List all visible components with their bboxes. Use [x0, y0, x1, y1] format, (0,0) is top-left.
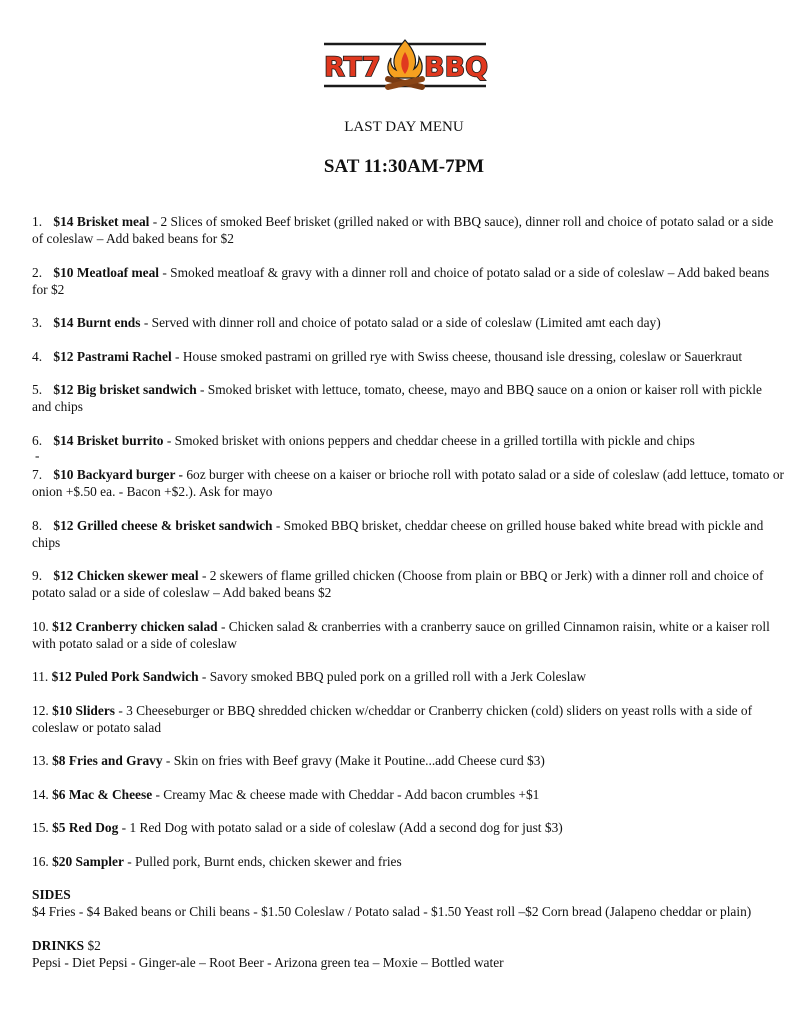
- rt7-bbq-logo: [322, 38, 488, 92]
- menu-item-number: 5.: [32, 382, 43, 397]
- campfire-icon: [388, 40, 422, 87]
- menu-item-title: $14 Burnt ends: [53, 315, 141, 330]
- menu-item: [32, 618, 784, 652]
- menu-item-description: - Smoked BBQ brisket, cheddar cheese on grilled house baked white bread with pickle and chips: [32, 517, 764, 550]
- menu-item: [32, 819, 784, 836]
- menu-item: [32, 567, 784, 601]
- menu-item-number: 9.: [32, 568, 43, 583]
- menu-item: [32, 348, 784, 365]
- menu-item-description: - Served with dinner roll and choice of potato salad or a side of coleslaw (Limited amt each day): [140, 315, 661, 330]
- menu-item: [32, 314, 784, 331]
- menu-item-title: $5 Red Dog: [52, 820, 119, 835]
- menu-item-title: $6 Mac & Cheese: [52, 786, 153, 802]
- menu-item-title: $12 Cranberry chicken salad: [52, 618, 218, 634]
- menu-item: [32, 432, 784, 449]
- menu-item-title: $10 Meatloaf meal: [53, 264, 160, 280]
- menu-item-title: $20 Sampler: [52, 853, 124, 869]
- menu-item-description: - Chicken salad & cranberries with a cranberry sauce on grilled Cinnamon raisin, white or a kaiser roll with potato salad or a side of coleslaw: [32, 618, 770, 651]
- menu-item-number: 15.: [32, 820, 49, 835]
- menu-item: [32, 381, 784, 415]
- drinks-price: $2: [84, 937, 101, 953]
- menu-item-description: - House smoked pastrami on grilled rye with Swiss cheese, thousand isle dressing, coleslaw or Sauerkraut: [171, 348, 743, 364]
- menu-item-number: 10.: [32, 618, 49, 634]
- menu-item: [32, 264, 784, 298]
- menu-item-description: - Smoked brisket with lettuce, tomato, cheese, mayo and BBQ sauce on a onion or kaiser roll with pickle and chips: [32, 382, 762, 414]
- menu-item-description: - 2 skewers of flame grilled chicken (Choose from plain or BBQ or Jerk) with a dinner roll and choice of potato salad or a side of coleslaw – Add baked beans $2: [32, 568, 764, 600]
- menu-item-description: - Smoked meatloaf & gravy with a dinner roll and choice of potato salad or a side of coleslaw – Add baked beans for $2: [32, 264, 770, 297]
- menu-item: [32, 752, 784, 769]
- drinks-section: [32, 937, 784, 971]
- menu-hours: SAT 11:30AM-7PM: [323, 156, 485, 177]
- menu-item: [32, 702, 784, 736]
- menu-item-number: 12.: [32, 702, 49, 718]
- menu-item-number: 13.: [32, 753, 49, 768]
- sides-section: [32, 886, 784, 920]
- menu-item-title: $10 Backyard burger -: [53, 467, 187, 482]
- menu-item-title: $14 Brisket meal: [53, 214, 150, 229]
- menu-item: [32, 213, 784, 247]
- menu-item-description: - 1 Red Dog with potato salad or a side of coleslaw (Add a second dog for just $3): [118, 820, 563, 835]
- menu-item-title: $12 Grilled cheese & brisket sandwich: [53, 517, 273, 533]
- menu-item-description: 6oz burger with cheese on a kaiser or brioche roll with potato salad or a side of coleslaw (add lettuce, tomato or onion +$.50 ea. - Bacon +$2.). Ask for mayo: [32, 467, 784, 499]
- menu-item: [32, 517, 784, 551]
- drinks-heading: [32, 937, 784, 954]
- sides-text: $4 Fries - $4 Baked beans or Chili beans - $1.50 Coleslaw / Potato salad - $1.50 Yeast roll –$2 Corn bread (Jalapeno cheddar or plain): [32, 904, 752, 919]
- menu-item-title: $10 Sliders: [52, 702, 115, 718]
- menu-item-number: 2.: [32, 264, 43, 280]
- menu-item-description: - Smoked brisket with onions peppers and cheddar cheese in a grilled tortilla with pickle and chips: [163, 432, 695, 448]
- sides-title: SIDES: [32, 887, 71, 902]
- menu-item-number: 16.: [32, 853, 49, 869]
- menu-item-title: $12 Pastrami Rachel: [53, 348, 172, 364]
- drinks-text: Pepsi - Diet Pepsi - Ginger-ale – Root Beer - Arizona green tea – Moxie – Bottled water: [32, 954, 504, 970]
- menu-item-description: - 2 Slices of smoked Beef brisket (grilled naked or with BBQ sauce), dinner roll and choice of potato salad or a side of coleslaw – Add baked beans for $2: [32, 214, 774, 246]
- logo-left-text: RT7: [324, 52, 381, 83]
- menu-item-title: $12 Chicken skewer meal: [53, 568, 199, 583]
- menu-item-title: $12 Puled Pork Sandwich: [51, 669, 199, 684]
- menu-subtitle: LAST DAY MENU: [344, 119, 464, 135]
- menu-items: [32, 213, 784, 870]
- menu-item-title: $14 Brisket burrito: [53, 432, 164, 448]
- menu-item-number: 14.: [32, 786, 49, 802]
- menu-item-description: - Creamy Mac & cheese made with Cheddar - Add bacon crumbles +$1: [152, 786, 540, 802]
- menu-item-description: - Skin on fries with Beef gravy (Make it Poutine...add Cheese curd $3): [162, 753, 545, 768]
- menu-item-number: 8.: [32, 517, 43, 533]
- menu-item: [32, 853, 784, 870]
- drinks-title: DRINKS: [32, 937, 85, 953]
- menu-item-number: 6.: [32, 432, 43, 448]
- menu-item-number: 4.: [32, 348, 43, 364]
- menu-item-description: - Pulled pork, Burnt ends, chicken skewer and fries: [123, 853, 402, 869]
- menu-item-number: 11.: [32, 669, 49, 684]
- menu-item-description: - 3 Cheeseburger or BBQ shredded chicken w/cheddar or Cranberry chicken (cold) sliders on yeast rolls with a side of coleslaw or potato salad: [32, 702, 753, 735]
- menu-item: [32, 466, 784, 500]
- menu-item: [32, 668, 784, 685]
- menu-item-number: 7.: [32, 467, 43, 482]
- logo-right-text: BBQ: [424, 52, 488, 83]
- menu-list: [32, 213, 784, 971]
- menu-item: [32, 786, 784, 803]
- menu-item-title: $12 Big brisket sandwich: [53, 382, 197, 397]
- stray-dash: -: [35, 448, 40, 463]
- menu-item-number: 1.: [32, 214, 43, 229]
- menu-item-number: 3.: [32, 315, 43, 330]
- menu-item-description: - Savory smoked BBQ puled pork on a grilled roll with a Jerk Coleslaw: [198, 669, 587, 684]
- menu-item-title: $8 Fries and Gravy: [52, 753, 163, 768]
